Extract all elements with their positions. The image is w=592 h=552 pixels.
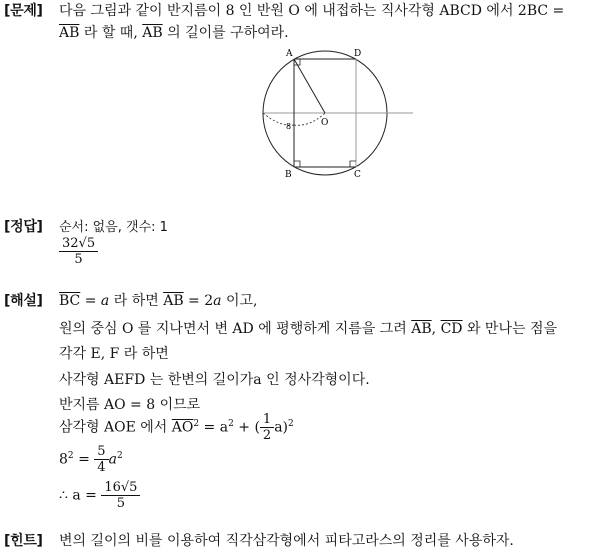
- solution-label: [해설]: [4, 293, 43, 309]
- segment-ab: $\overline{AB}$: [142, 25, 163, 41]
- answer-value: [59, 236, 98, 267]
- solution-line-2: 원의 중심 O 를 지나면서 변 AD 에 평행하게 지름을 그려 $\overline{AB}$, $\overline{CD}$ 와 만나는 점을: [59, 321, 557, 337]
- right-angle-c: [350, 161, 356, 167]
- hint-text: 변의 길이의 비를 이용하여 직각삼각형에서 피타고라스의 정리를 사용하자.: [59, 533, 514, 549]
- circle-rectangle-figure: [255, 45, 425, 180]
- solution-line-4: 사각형 AEFD 는 한변의 길이가a 인 정사각형이다.: [59, 372, 370, 388]
- radius-ao: [294, 59, 325, 113]
- right-angle-b: [294, 161, 300, 167]
- point-a-label: A: [286, 49, 293, 59]
- radius-label: 8: [286, 122, 292, 131]
- problem-line-2: $\overline{AB}$ 라 할 때, $\overline{AB}$ 의 길이를 구하여라.: [59, 25, 289, 41]
- answer-label: [정답]: [4, 219, 43, 235]
- solution-line-5: 반지름 AO = 8 이므로: [59, 397, 201, 413]
- problem-label: [문제]: [4, 3, 43, 19]
- point-d-label: D: [354, 49, 362, 59]
- point-b-label: B: [285, 170, 292, 180]
- solution-line-7: $8^2$ = $\frac{5}{4}$ $a^2$: [59, 444, 123, 475]
- point-c-label: C: [354, 170, 361, 180]
- solution-line-6: 삼각형 AOE 에서 $\overline{AO}^2 = a^2$ + ( $\frac{1}{2}$ a)$^2$: [59, 412, 294, 443]
- solution-line-3: 각각 E, F 라 하면: [59, 346, 169, 362]
- hint-label: [힌트]: [4, 533, 43, 549]
- point-o-label: O: [321, 118, 329, 128]
- answer-fraction: $\frac{32√5}{5}$: [59, 236, 98, 267]
- answer-meta: 순서: 없음, 갯수: 1: [59, 220, 168, 235]
- solution-line-1: $\overline{BC} = a$ 라 하면 $\overline{AB} = 2a$ 이고,: [59, 293, 258, 309]
- problem-line-1: 다음 그림과 같이 반지름이 8 인 반원 O 에 내접하는 직사각형 ABCD 에서 2BC =: [59, 3, 565, 19]
- segment-ab: $\overline{AB}$: [59, 25, 80, 41]
- solution-line-8: ∴ a = $\frac{16√5}{5}$: [59, 480, 140, 511]
